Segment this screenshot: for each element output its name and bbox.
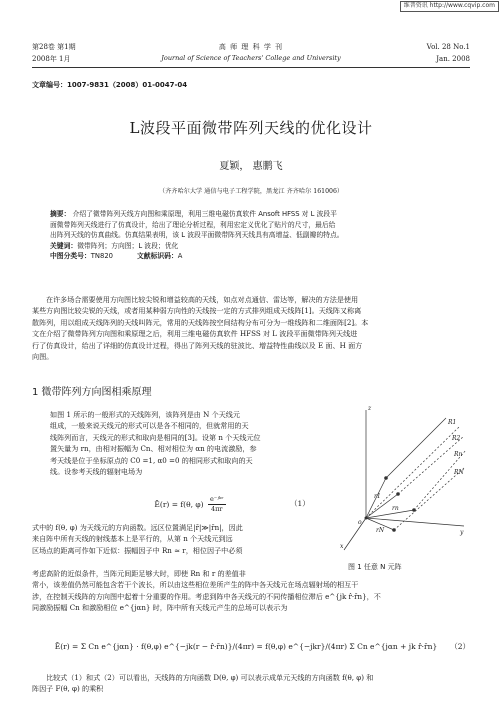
volume-right: Vol. 28 No.1 xyxy=(426,43,470,51)
antenna-element xyxy=(412,508,416,512)
x-axis xyxy=(344,518,366,550)
body-line: 常小，该差值仍然可能包含若干个波长，所以由这些相位差所产生的阵中各天线元在场点辐射场的相互干 xyxy=(32,580,359,590)
ray-line xyxy=(386,418,446,478)
doc-code-label: 文献标识码： xyxy=(137,252,178,261)
column-line: 置矢量为 rn，由相对振幅为 Cn、相对相位为 αn 的电流激励，参 xyxy=(50,444,257,454)
column-line: 区场点的距离可作如下近似：振幅因子中 Rn ≈ r，相位因子中必须 xyxy=(32,545,243,555)
body-paragraph xyxy=(32,568,470,614)
intro-paragraph xyxy=(32,294,470,363)
doc-code: A xyxy=(177,252,183,261)
origin-point xyxy=(365,517,368,520)
origin-label: o xyxy=(358,519,362,526)
abstract-line: 面微带阵列天线进行了仿真设计，给出了理论分析过程，利用宏定义优化了贴片的尺寸，最后给 xyxy=(50,220,336,229)
abstract-line: 出阵列天线的仿真曲线。仿真结果表明，该 L 波段平面微带阵列天线具有高增益、低副瓣的特点。 xyxy=(50,231,344,240)
journal-cn: 高 师 理 科 学 刊 xyxy=(218,43,284,51)
closing-paragraph xyxy=(32,672,470,695)
date-left: 2008年 1月 xyxy=(32,55,71,63)
column-line: 组成，一般来说天线元的形式可以是各不相同的，但就常用的天 xyxy=(50,421,249,431)
equation-1 xyxy=(110,495,270,515)
body-line: 涉，在控制天线阵的方向图中起着十分重要的作用。考虑到阵中各天线元的不同传播相位滞后 e^{jk r̂·r̄n}，不 xyxy=(32,591,381,601)
figure-1 xyxy=(336,398,472,558)
axis-label-y: y xyxy=(460,529,464,536)
ray-label: R1 xyxy=(448,419,457,426)
intro-line: 散阵列，用以组成天线阵列的天线叫阵元，常用的天线阵按空间结构分布可分为一维线阵和二维面阵[2]。本 xyxy=(32,317,369,327)
antenna-element xyxy=(392,528,396,532)
intro-line: 行了仿真设计，给出了详细的仿真设计过程，得出了阵列天线的驻波比、增益特性曲线以及 E 面、H 面方 xyxy=(32,340,363,350)
clc-number: TN820 xyxy=(90,252,113,261)
watermark: 维普资讯 http://www.cqvip.com xyxy=(400,1,499,12)
column-line: 式中的 f(θ, φ) 为天线元的方向函数。远区位置满足|r̄|≫|r̄n|，因此 xyxy=(32,523,243,532)
date-right: Jan. 2008 xyxy=(436,55,470,63)
journal-en: Journal of Science of Teachers' College and University xyxy=(161,54,341,62)
abstract xyxy=(50,209,452,262)
header-rule xyxy=(32,67,470,68)
abstract-line: 介绍了微带阵列天线方向图和乘原理，利用三维电磁仿真软件 Ansoft HFSS 对 L 波段平 xyxy=(72,210,337,218)
body-line: 考虑高阶的近似条件，当阵元间距足够大时，即使 Rn 和 r 的差值非 xyxy=(32,569,246,578)
intro-line: 某些方向图比较尖锐的天线，或者用某种弱方向性的天线按一定的方式排列组成天线阵[1]。天线阵又称离 xyxy=(32,306,362,316)
axis-label-z: z xyxy=(368,405,372,412)
ray-line xyxy=(414,450,466,510)
clc-label: 中图分类号： xyxy=(50,252,91,261)
equation-1-denominator: 4πr xyxy=(211,505,223,514)
column-line: 来自阵中所有天线的射线基本上是平行的，从第 n 个天线元到远 xyxy=(32,534,233,544)
vector-label: r1 xyxy=(374,493,381,500)
closing-line: 比较式（1）和式（2）可以看出，天线阵的方向函数 D(θ, φ) 可以表示成单元天线的方向函数 f(θ, φ) 和 xyxy=(46,673,374,682)
column-line: 如图 1 所示的一般形式的天线阵列，该阵列是由 N 个天线元 xyxy=(50,410,240,419)
keywords-label: 关键词： xyxy=(50,241,78,250)
equation-2: Ē(r) = Σ Cn e^{jαn} · f(θ,φ) e^{−jk(r − r̂·r̄n)}/(4πr) = f(θ,φ) e^{−jkr}/(4πr) Σ Cn e^{jαn + jk r̂·r̄n} xyxy=(54,642,438,651)
section-heading: 1 微带阵列方向图相乘原理 xyxy=(32,387,152,398)
equation-2-number: （2） xyxy=(450,642,470,651)
equation-1-number: （1） xyxy=(290,499,310,508)
ray-line xyxy=(366,426,460,518)
antenna-element xyxy=(384,476,388,480)
closing-line: 阵因子 F(θ, φ) 的乘积 xyxy=(32,684,104,694)
affiliation: （齐齐哈尔大学 通信与电子工程学院，黑龙江 齐齐哈尔 161006） xyxy=(158,188,344,195)
antenna-element xyxy=(396,492,400,496)
article-number: 文章编号：1007-9831（2008）01-0047-04 xyxy=(32,81,188,89)
column-text-b xyxy=(32,522,292,556)
equation-1-numerator: e⁻ʲᵏʳ xyxy=(208,495,226,505)
column-line: 线。设参考天线的辐射电场为 xyxy=(50,467,143,477)
ray-label: RN xyxy=(454,469,464,476)
ray-label: R2 xyxy=(452,435,461,442)
volume-left: 第28卷 第1期 xyxy=(32,43,76,51)
ray-line xyxy=(394,468,464,530)
paper-title: L波段平面微带阵列天线的优化设计 xyxy=(129,119,373,137)
intro-line: 向图。 xyxy=(32,352,54,362)
authors: 夏颖， 惠鹏飞 xyxy=(219,161,283,172)
keywords: 微带阵列；方向图；L 波段；优化 xyxy=(77,241,179,250)
figure-1-caption: 图 1 任意 N 元阵 xyxy=(348,563,402,571)
column-line: 考天线是位于坐标原点的 C0 =1, α0 =0 的相同形式和取向的天 xyxy=(50,455,253,465)
column-text-a xyxy=(50,409,328,478)
abstract-label: 摘要： xyxy=(50,210,71,218)
y-axis xyxy=(366,518,464,526)
intro-line: 在许多场合需要使用方向图比较尖锐和增益较高的天线，如点对点通信、雷达等，解决的方法是使用 xyxy=(46,295,359,304)
column-line: 线阵列而言，天线元的形式和取向是相同的[3]。设第 n 个天线元位 xyxy=(50,432,261,442)
equation-1-lhs: Ē(r) = f(θ, φ) xyxy=(154,499,204,509)
intro-line: 文在介绍了微带阵列方向图和乘原理之后，利用三维电磁仿真软件 HFSS 对 L 波段平面微带阵列天线进 xyxy=(32,329,358,339)
body-line: 同激励振幅 Cn 和激励相位 e^{jαn} 时，阵中所有天线元产生的总场可以表示为 xyxy=(32,603,288,613)
vector-label: rn xyxy=(392,505,399,512)
vector-label: rN xyxy=(376,527,385,534)
figure-1-diagram xyxy=(336,398,472,558)
ray-line xyxy=(398,436,464,494)
axis-label-x: x xyxy=(340,543,344,550)
ray-label: Rn xyxy=(454,451,463,458)
